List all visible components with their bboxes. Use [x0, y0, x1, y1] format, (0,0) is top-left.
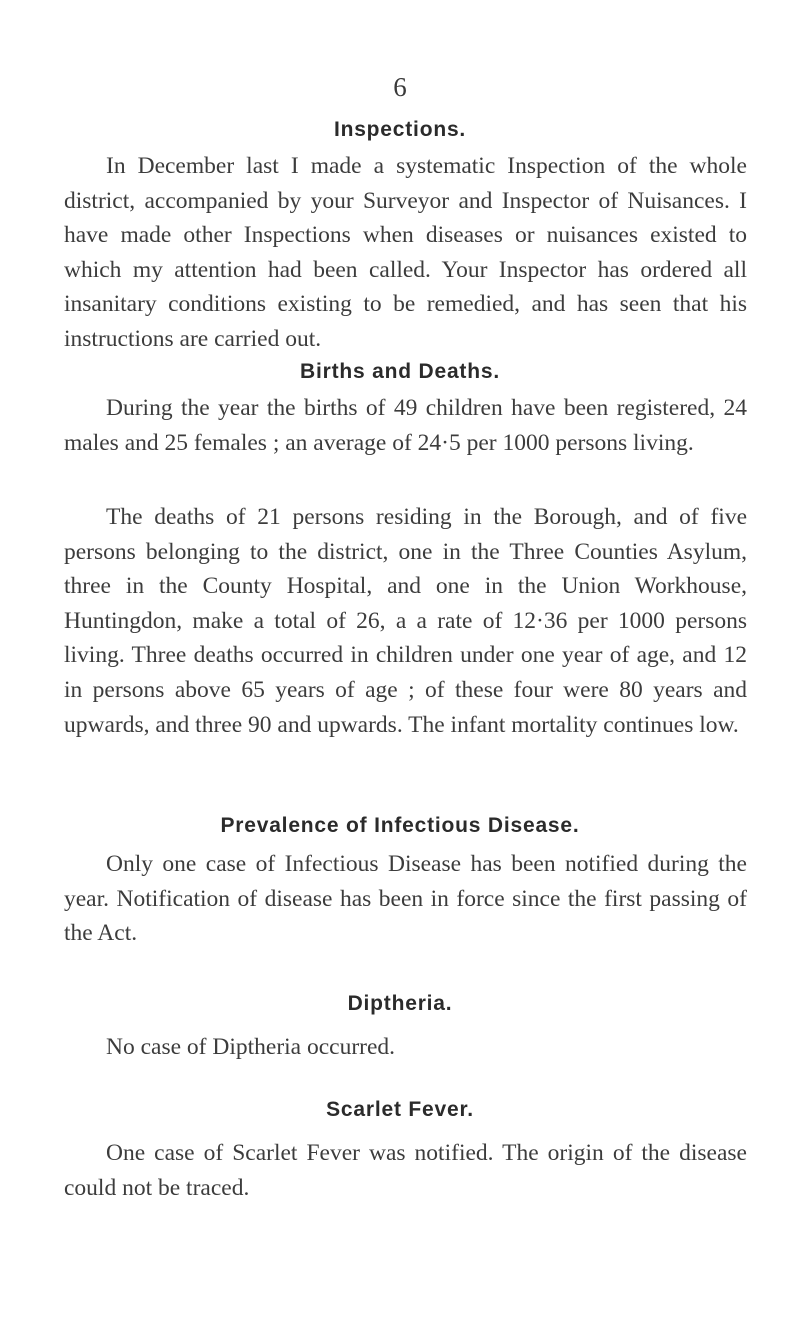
paragraph-births-text: During the year the births of 49 children have been registered, 24 males and 25 females ; an average of 24·5 per 1000 persons living.	[64, 395, 747, 456]
paragraph-deaths-text: The deaths of 21 persons residing in the Borough, and of five persons belonging to the district, one in the Three Counties Asylum, three in the County Hospital, and one in the Union Workhouse, Huntingdon, make a total of 26, a a rate of 12·36 per 1000 persons living. Three deaths occurred in children under one year of age, and 12 in persons above 65 years of age ; of these four were 80 years and upwards, and three 90 and upwards. The infant mortality continues low.	[64, 504, 747, 738]
paragraph-deaths	[64, 500, 747, 742]
section-heading-diptheria: Diptheria.	[347, 992, 453, 1015]
paragraph-births	[64, 391, 747, 460]
section-heading-births-deaths: Births and Deaths.	[300, 360, 500, 383]
paragraph-inspections-text: In December last I made a systematic Inspection of the whole district, accompanied by your Surveyor and Inspector of Nuisances. I have made other Inspections when diseases or nuisances existed to which my attention had been called. Your Inspector has ordered all insanitary conditions existing to be remedied, and has seen that his instructions are carried out.	[64, 153, 747, 352]
paragraph-prevalence-text: Only one case of Infectious Disease has been notified during the year. Notification of disease has been in force since the first passing of the Act.	[64, 851, 747, 947]
paragraph-diptheria: No case of Diptheria occurred.	[106, 1034, 396, 1060]
section-heading-inspections: Inspections.	[333, 118, 467, 141]
section-heading-scarlet-fever: Scarlet Fever.	[326, 1098, 474, 1121]
page-number: 6	[393, 72, 407, 102]
paragraph-inspections	[64, 149, 747, 357]
paragraph-scarlet-fever	[64, 1136, 747, 1205]
paragraph-scarlet-fever-text: One case of Scarlet Fever was notified. The origin of the disease could not be traced.	[64, 1140, 747, 1201]
paragraph-prevalence	[64, 847, 747, 951]
section-heading-prevalence: Prevalence of Infectious Disease.	[220, 814, 580, 837]
